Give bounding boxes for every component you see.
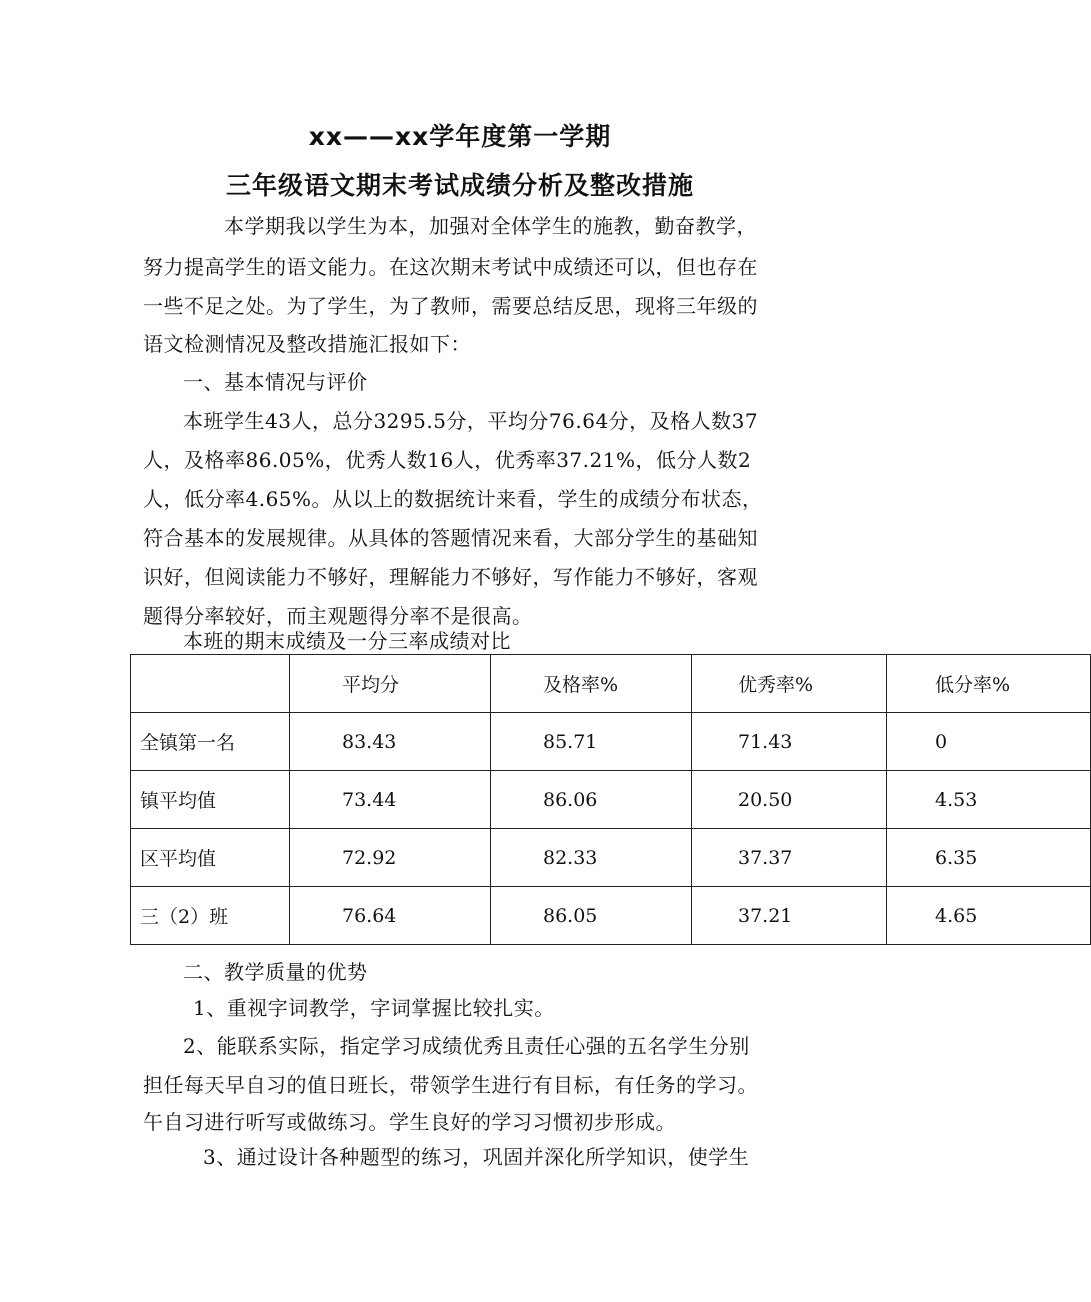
section2-line-3: 担任每天早自习的值日班长，带领学生进行有目标，有任务的学习。: [143, 1073, 758, 1097]
table-row: [131, 713, 1091, 771]
intro-line-1: 本学期我以学生为本，加强对全体学生的施教，勤奋教学，: [224, 214, 757, 238]
table-header-cell: 及格率%: [491, 655, 692, 713]
intro-line-2: 努力提高学生的语文能力。在这次期末考试中成绩还可以，但也存在: [143, 255, 758, 279]
section2-line-1: 1、重视字词教学，字词掌握比较扎实。: [193, 996, 555, 1020]
table-header-row: [131, 655, 1091, 713]
table-cell: 区平均值: [131, 829, 290, 887]
table-cell: 85.71: [491, 713, 692, 771]
table-cell: 镇平均值: [131, 771, 290, 829]
intro-line-3: 一些不足之处。为了学生，为了教师，需要总结反思，现将三年级的: [143, 294, 758, 318]
table-cell: 37.37: [692, 829, 887, 887]
section2-line-5: 3、通过设计各种题型的练习，巩固并深化所学知识，使学生: [203, 1145, 750, 1169]
table-header-cell: 低分率%: [887, 655, 1091, 713]
document-title-line-1: xx——xx学年度第一学期: [308, 122, 612, 151]
table-cell: 三（2）班: [131, 887, 290, 945]
document-title-line-2: 三年级语文期末考试成绩分析及整改措施: [225, 171, 694, 200]
table-cell: 20.50: [692, 771, 887, 829]
intro-line-4: 语文检测情况及整改措施汇报如下：: [143, 332, 471, 356]
table-cell: 37.21: [692, 887, 887, 945]
section1-line-3: 人，低分率4.65%。从以上的数据统计来看，学生的成绩分布状态，: [143, 487, 763, 511]
table-cell: 4.53: [887, 771, 1091, 829]
score-comparison-table: [130, 654, 1091, 945]
table-cell: 4.65: [887, 887, 1091, 945]
table-cell: 86.06: [491, 771, 692, 829]
section1-line-2: 人，及格率86.05%，优秀人数16人，优秀率37.21%，低分人数2: [143, 448, 752, 472]
section1-heading: 一、基本情况与评价: [183, 370, 368, 394]
table-row: [131, 887, 1091, 945]
table-header-cell: 优秀率%: [692, 655, 887, 713]
table-cell: 0: [887, 713, 1091, 771]
table-cell: 73.44: [290, 771, 491, 829]
section1-line-1: 本班学生43人，总分3295.5分，平均分76.64分，及格人数37: [183, 409, 759, 433]
section1-line-4: 符合基本的发展规律。从具体的答题情况来看，大部分学生的基础知: [143, 526, 758, 550]
table-cell: 72.92: [290, 829, 491, 887]
table-cell: 86.05: [491, 887, 692, 945]
section2-line-4: 午自习进行听写或做练习。学生良好的学习习惯初步形成。: [143, 1110, 676, 1134]
table-cell: 71.43: [692, 713, 887, 771]
section2-heading: 二、教学质量的优势: [183, 960, 368, 984]
table-cell: 6.35: [887, 829, 1091, 887]
section1-line-5: 识好，但阅读能力不够好，理解能力不够好，写作能力不够好，客观: [143, 565, 758, 589]
table-row: [131, 771, 1091, 829]
table-cell: 全镇第一名: [131, 713, 290, 771]
table-cell: 82.33: [491, 829, 692, 887]
table-header-cell: 平均分: [290, 655, 491, 713]
table-row: [131, 829, 1091, 887]
table-caption: 本班的期末成绩及一分三率成绩对比: [183, 629, 511, 653]
table-header-cell: [131, 655, 290, 713]
section1-line-6: 题得分率较好，而主观题得分率不是很高。: [143, 604, 533, 628]
table-cell: 83.43: [290, 713, 491, 771]
section2-line-2: 2、能联系实际，指定学习成绩优秀且责任心强的五名学生分别: [183, 1034, 750, 1058]
table-cell: 76.64: [290, 887, 491, 945]
